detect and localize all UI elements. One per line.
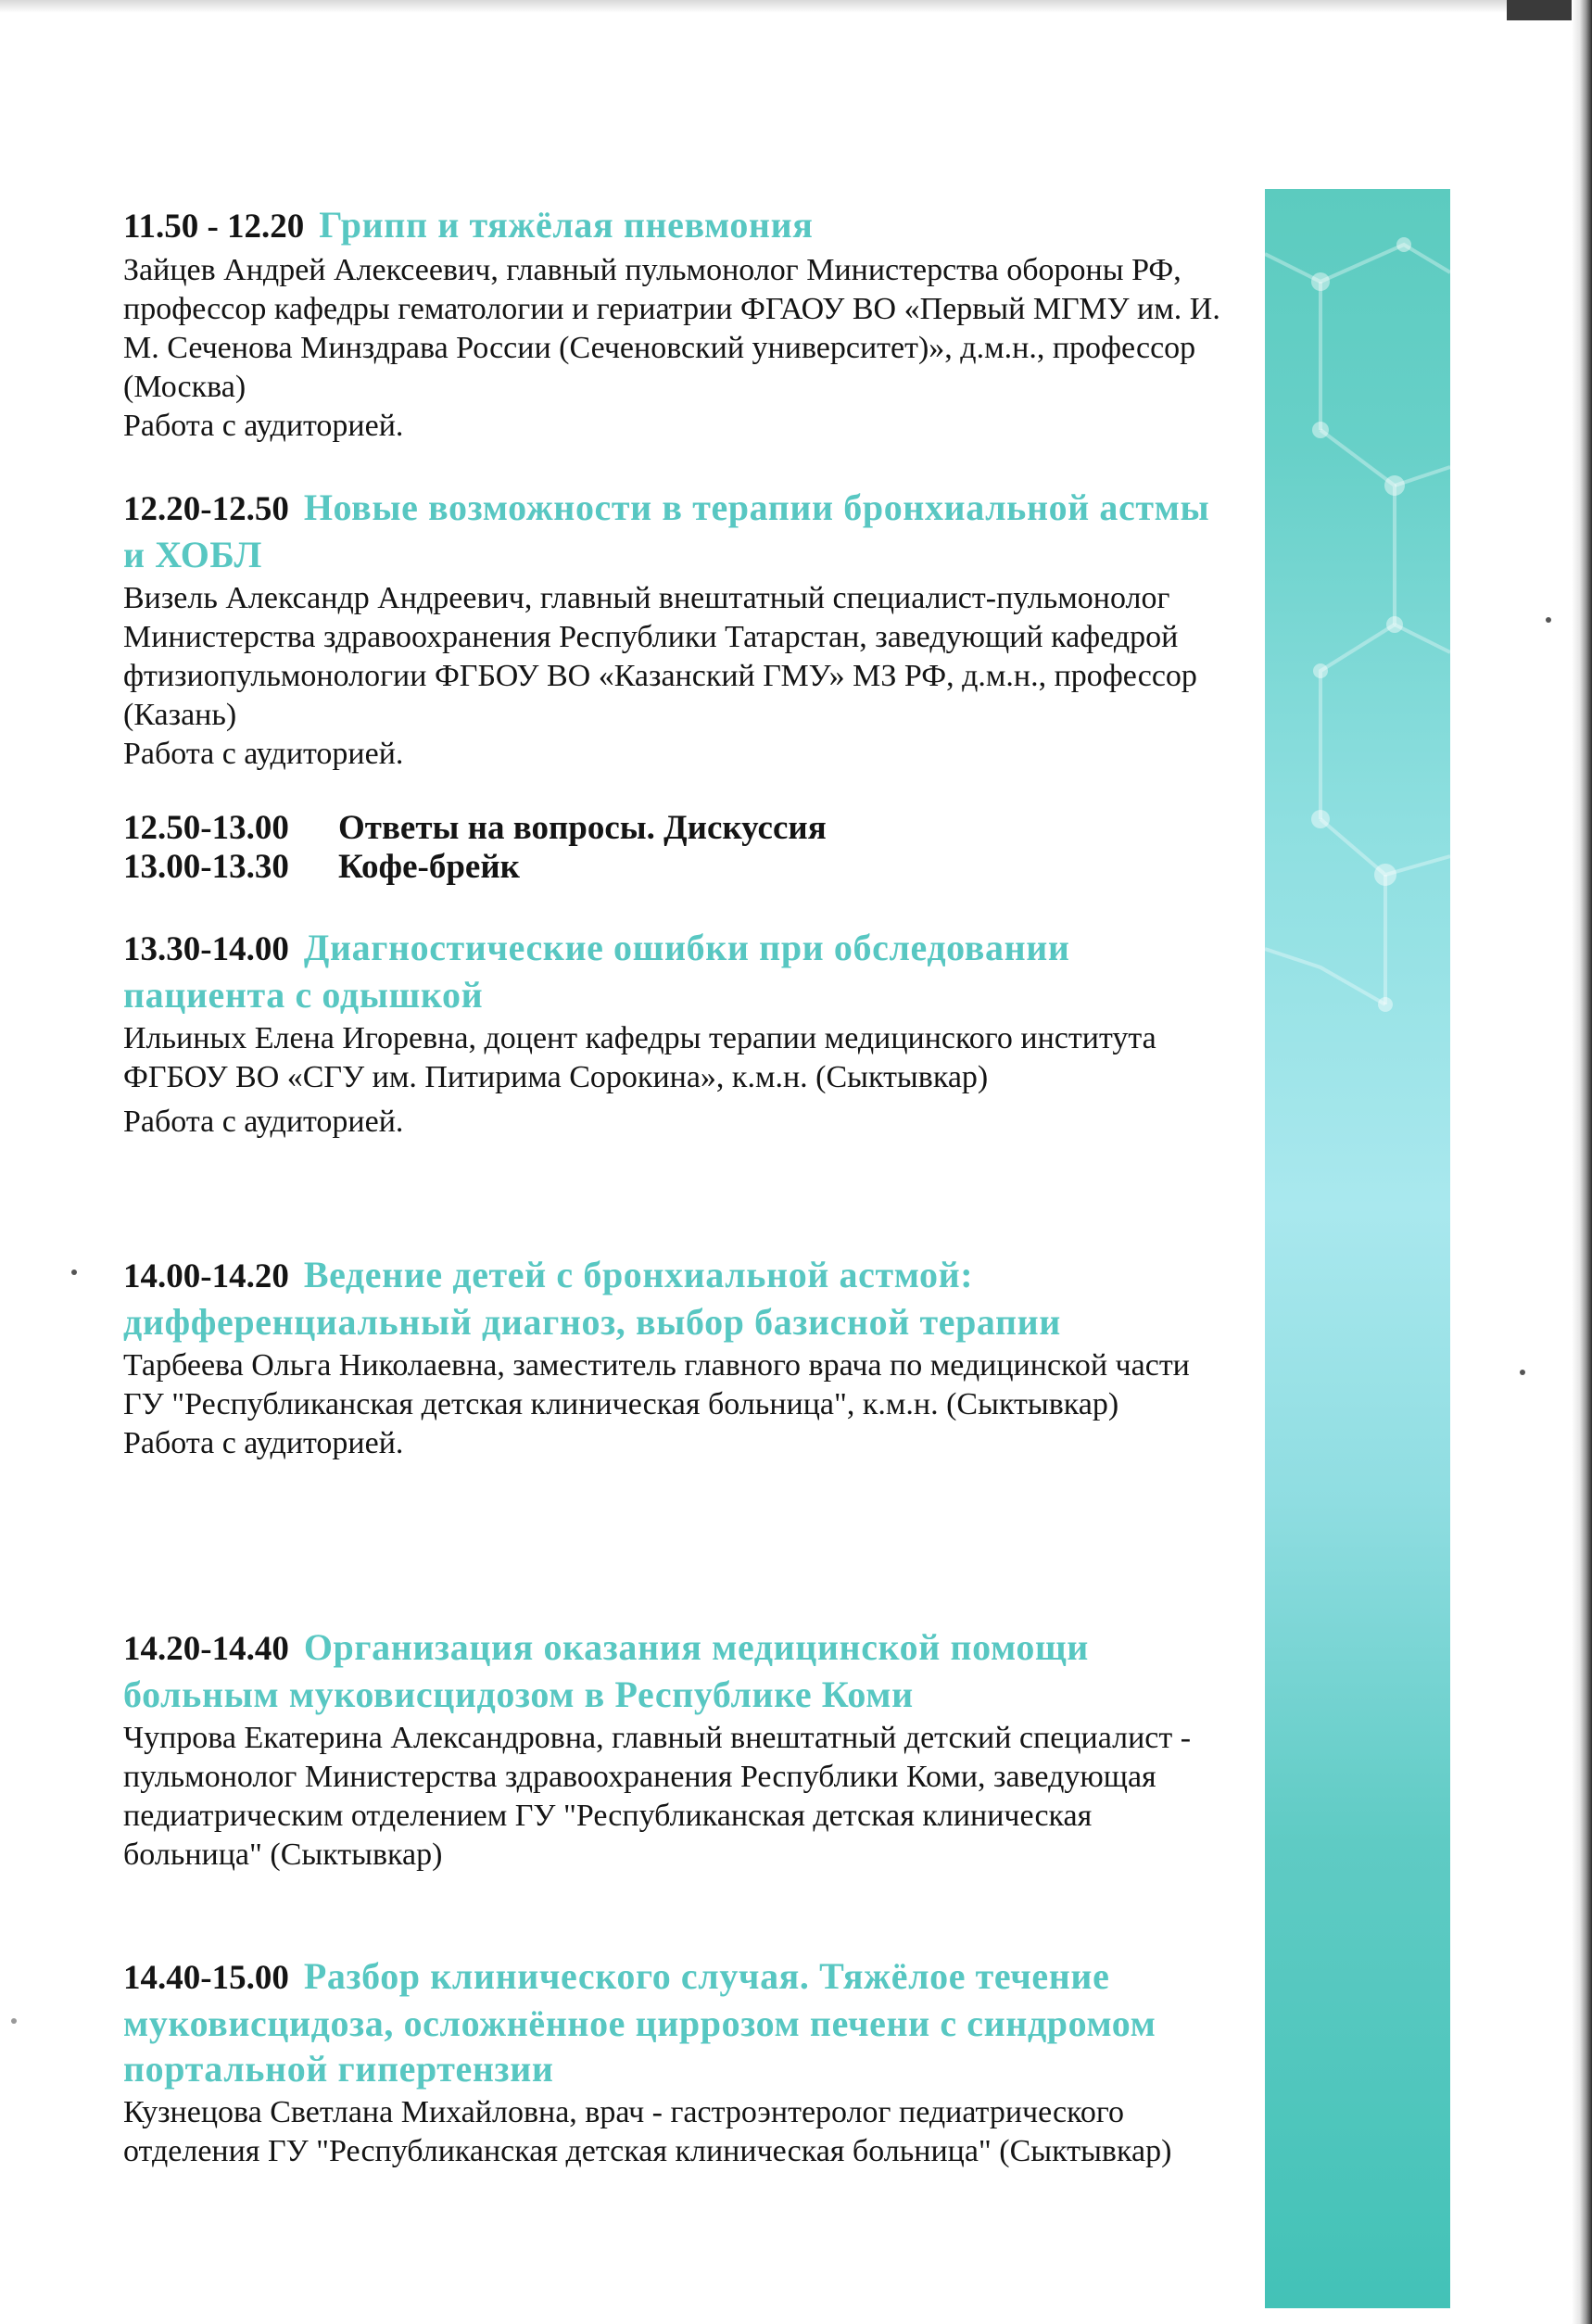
break-time: 12.50-13.00 [123, 809, 289, 847]
break-label: Кофе-брейк [338, 848, 520, 886]
item-speaker: Чупрова Екатерина Александровна, главный внештатный детский специалист - пульмонолог Министерства здравоохранения Республики Коми, заведующая педиатрическим отделением ГУ "Республиканская детская клиническая больница" (Сыктывкар) [123, 1721, 1192, 1872]
break-time: 13.00-13.30 [123, 848, 289, 886]
scan-speck [71, 1269, 77, 1275]
item-time: 14.40-15.00 [123, 1959, 289, 1997]
program-item [123, 1252, 1231, 1463]
item-heading [123, 1624, 1231, 1717]
break-list [123, 809, 1231, 887]
break-label: Ответы на вопросы. Дискуссия [338, 809, 827, 847]
item-time: 11.50 - 12.20 [123, 208, 305, 246]
item-speaker: Ильиных Елена Игоревна, доцент кафедры терапии медицинского института ФГБОУ ВО «СГУ им. Питирима Сорокина», к.м.н. (Сыктывкар) [123, 1021, 1156, 1094]
molecule-pattern-icon [1265, 189, 1450, 2308]
decorative-side-band [1265, 189, 1450, 2308]
item-time: 12.20-12.50 [123, 490, 289, 528]
item-speaker: Кузнецова Светлана Михайловна, врач - гастроэнтеролог педиатрического отделения ГУ "Республиканская детская клиническая больница" (Сыктывкар) [123, 2095, 1172, 2168]
scan-speck [1546, 617, 1551, 623]
item-title: Разбор клинического случая. Тяжёлое течение муковисцидоза, осложнённое циррозом печени с синдромом портальной гипертензии [123, 1955, 1156, 2090]
item-title: Новые возможности в терапии бронхиальной астмы и ХОБЛ [123, 486, 1210, 575]
break-row [123, 809, 1231, 848]
program-item [123, 202, 1231, 446]
item-speaker: Зайцев Андрей Алексеевич, главный пульмонолог Министерства обороны РФ, профессор кафедры гематологии и гериатрии ФГАОУ ВО «Первый МГМУ им. И. М. Сеченова Минздрава России (Сеченовский университет)», д.м.н., профессор (Москва) [123, 253, 1220, 404]
item-note: Работа с аудиторией. [123, 409, 404, 443]
item-time: 13.30-14.00 [123, 930, 289, 968]
scan-corner [1507, 0, 1572, 20]
scan-speck [11, 2018, 17, 2024]
program-item [123, 1953, 1231, 2171]
item-note: Работа с аудиторией. [123, 737, 404, 771]
item-time: 14.00-14.20 [123, 1257, 289, 1295]
item-note: Работа с аудиторией. [123, 1426, 404, 1460]
item-heading [123, 1252, 1231, 1345]
item-note: Работа с аудиторией. [123, 1105, 404, 1139]
scan-edge-right [1572, 0, 1592, 2324]
program-item [123, 1624, 1231, 1875]
item-title: Грипп и тяжёлая пневмония [319, 204, 814, 246]
program-item [123, 925, 1231, 1142]
item-speaker: Тарбеева Ольга Николаевна, заместитель главного врача по медицинской части ГУ "Республиканская детская клиническая больница", к.м.н. (Сыктывкар) [123, 1348, 1190, 1421]
item-speaker: Визель Александр Андреевич, главный внештатный специалист-пульмонолог Министерства здравоохранения Республики Татарстан, заведующий кафедрой фтизиопульмонологии ФГБОУ ВО «Казанский ГМУ» МЗ РФ, д.м.н., профессор (Казань) [123, 581, 1197, 732]
item-title: Ведение детей с бронхиальной астмой: дифференциальный диагноз, выбор базисной терапии [123, 1254, 1061, 1343]
program-item [123, 485, 1231, 774]
item-heading [123, 202, 1231, 249]
break-row [123, 848, 1231, 887]
item-heading [123, 485, 1231, 577]
scan-edge-top [0, 0, 1592, 13]
item-heading [123, 1953, 1231, 2091]
scan-speck [1520, 1370, 1525, 1375]
item-time: 14.20-14.40 [123, 1630, 289, 1668]
item-heading [123, 925, 1231, 1017]
item-title: Диагностические ошибки при обследовании пациента с одышкой [123, 927, 1070, 1016]
item-title: Организация оказания медицинской помощи больным муковисцидозом в Республике Коми [123, 1626, 1089, 1715]
